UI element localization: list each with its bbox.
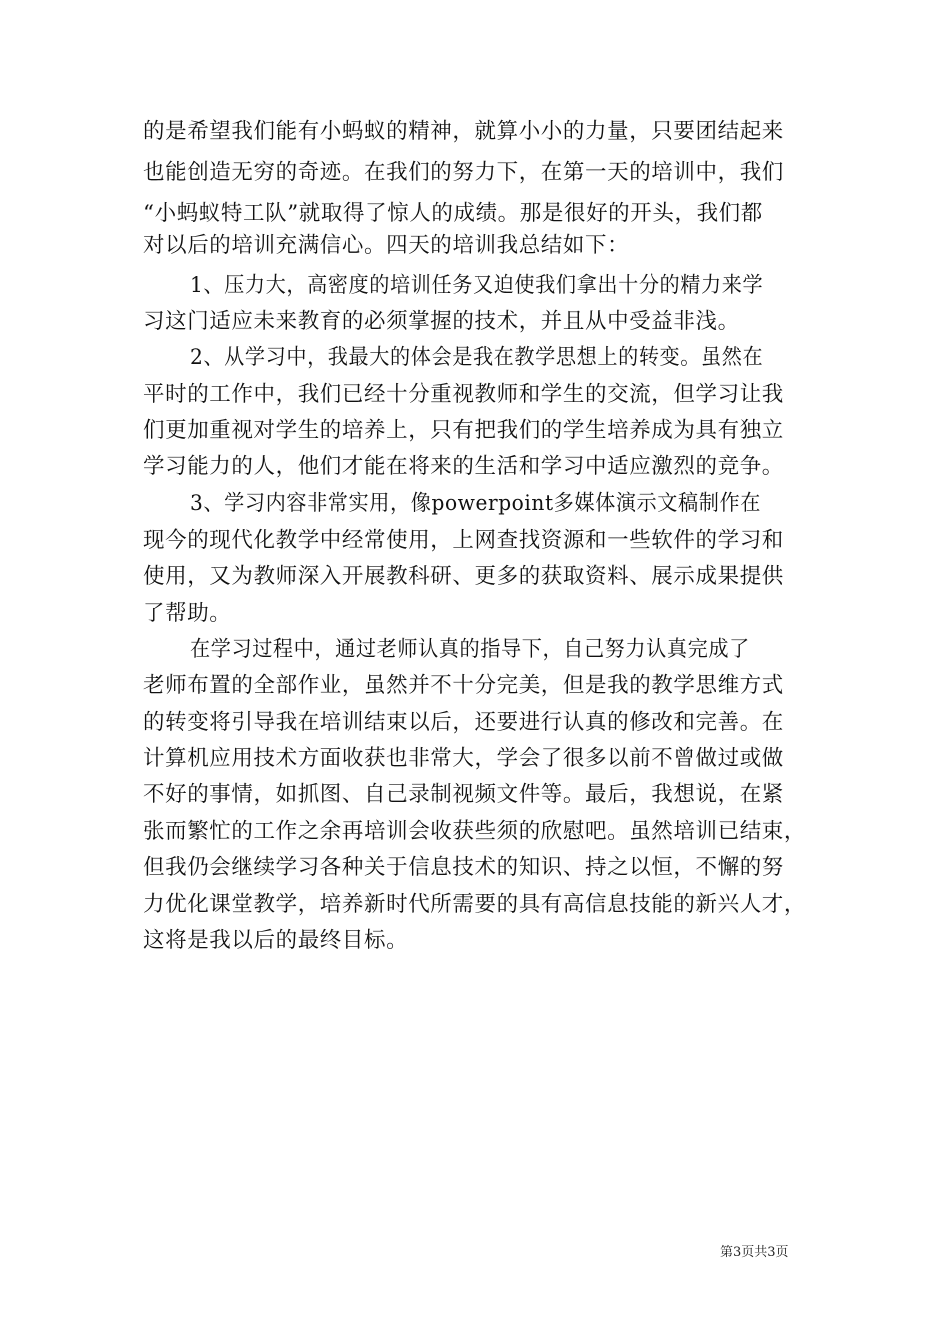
text-line: 对以后的培训充满信心。四天的培训我总结如下：	[143, 233, 630, 258]
text-line: 不好的事情，如抓图、自己录制视频文件等。最后，我想说，在紧	[143, 782, 784, 807]
text-line: 的转变将引导我在培训结束以后，还要进行认真的修改和完善。在	[143, 710, 784, 735]
text-line: 3、学习内容非常实用，像powerpoint多媒体演示文稿制作在	[190, 491, 761, 516]
text-line: 2、从学习中，我最大的体会是我在教学思想上的转变。虽然在	[190, 345, 764, 370]
text-line: 但我仍会继续学习各种关于信息技术的知识、持之以恒，不懈的努	[143, 855, 784, 880]
text-line: 计算机应用技术方面收获也非常大，学会了很多以前不曾做过或做	[143, 746, 784, 771]
text-line: 张而繁忙的工作之余再培训会收获些须的欣慰吧。虽然培训已结束，	[143, 819, 807, 844]
text-line: 现今的现代化教学中经常使用，上网查找资源和一些软件的学习和	[143, 528, 784, 553]
text-line: 也能创造无穷的奇迹。在我们的努力下，在第一天的培训中，我们	[143, 160, 784, 185]
text-line: 力优化课堂教学，培养新时代所需要的具有高信息技能的新兴人才，	[143, 892, 807, 917]
text-line: 这将是我以后的最终目标。	[143, 928, 409, 953]
text-line: 平时的工作中，我们已经十分重视教师和学生的交流，但学习让我	[143, 382, 784, 407]
page-number-footer: 第3页共3页	[720, 1245, 789, 1260]
text-line: 们更加重视对学生的培养上，只有把我们的学生培养成为具有独立	[143, 418, 784, 443]
text-line: 老师布置的全部作业，虽然并不十分完美，但是我的教学思维方式	[143, 673, 784, 698]
text-line: 使用，又为教师深入开展教科研、更多的获取资料、展示成果提供	[143, 564, 784, 589]
text-line: 在学习过程中，通过老师认真的指导下，自己努力认真完成了	[190, 637, 750, 662]
text-line: 了帮助。	[143, 601, 232, 626]
text-line: 1、压力大，高密度的培训任务又迫使我们拿出十分的精力来学	[190, 273, 764, 298]
text-line: 习这门适应未来教育的必须掌握的技术，并且从中受益非浅。	[143, 309, 740, 334]
text-line: 的是希望我们能有小蚂蚁的精神，就算小小的力量，只要团结起来	[143, 119, 784, 144]
text-line: “小蚂蚁特工队”就取得了惊人的成绩。那是很好的开头，我们都	[143, 201, 763, 226]
text-line: 学习能力的人，他们才能在将来的生活和学习中适应激烈的竞争。	[143, 454, 784, 479]
